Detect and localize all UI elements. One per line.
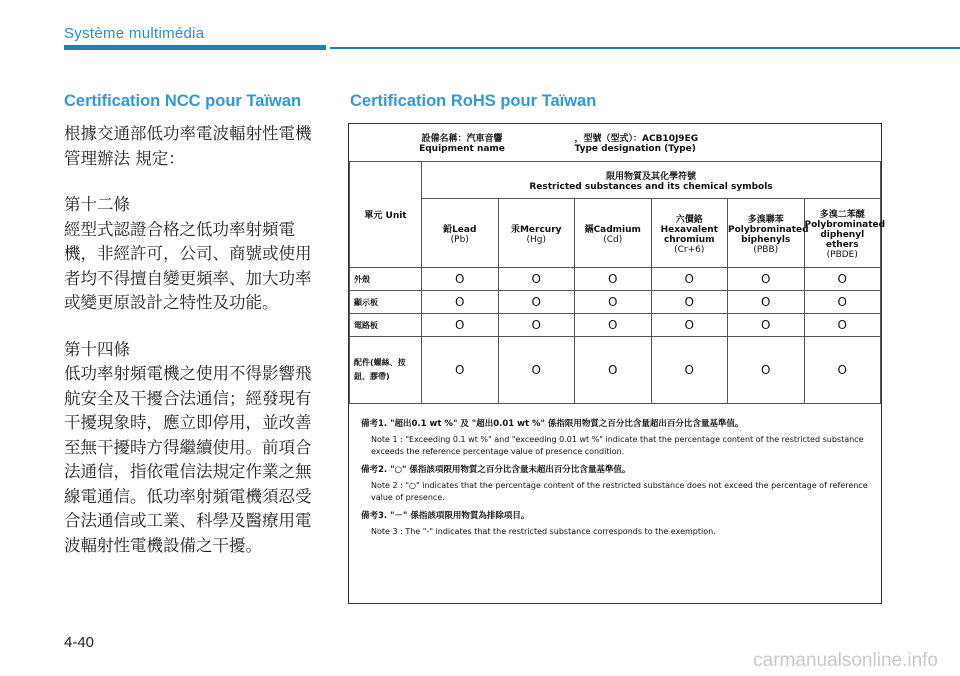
value-cell: O (804, 314, 881, 337)
substance-symbol: (PBDE) (826, 249, 858, 260)
unit-cell: 配件(螺絲、按鈕、膠帶) (350, 337, 422, 404)
value-cell: O (575, 268, 652, 291)
substance-symbol: (PBB) (753, 244, 779, 255)
restricted-header-row (350, 162, 881, 199)
equipment-row (350, 124, 881, 162)
value-cell: O (728, 337, 805, 404)
substance-symbol: (Cd) (603, 234, 623, 245)
substance-mercury (498, 199, 575, 268)
value-cell: O (651, 291, 728, 314)
note-3-zh: 備考3. "－" 係指該項限用物質為排除項目。 (361, 511, 530, 521)
section-header: Système multimédia (64, 25, 205, 42)
substance-name: 多溴二苯醚 (819, 209, 865, 220)
equipment-name-en: Equipment name (419, 144, 505, 154)
value-cell: O (498, 337, 575, 404)
value-cell: O (422, 268, 499, 291)
value-cell: O (728, 291, 805, 314)
note-1-en: Note 1 : "Exceeding 0.1 wt %" and "exceeding 0.01 wt %" indicate that the percentage content of the restricted substance exceeds the reference percentage value of presence condition. (371, 435, 864, 456)
note-1-zh: 備考1. "超出0.1 wt %" 及 "超出0.01 wt %" 係指限用物質之百分比含量超出百分比含量基準值。 (361, 419, 744, 429)
ncc-paragraph-article-14: 第十四條 低功率射頻電機之使用不得影響飛航安全及干擾合法通信；經發現有干擾現象時，應立即停用，並改善至無干擾時方得繼續使用。前項合法通信，指依電信法規定作業之無線電通信。低功率射頻電機須忍受合法通信或工業、科學及醫療用電波輻射性電機設備之干擾。 (64, 339, 312, 555)
rohs-certificate (348, 123, 886, 604)
value-cell: O (498, 291, 575, 314)
page-number: 4-40 (64, 634, 95, 651)
value-cell: O (804, 337, 881, 404)
watermark: carmanualsonline.info (753, 650, 938, 671)
value-cell: O (422, 337, 499, 404)
value-cell: O (728, 268, 805, 291)
note-3-en: Note 3 : The "-" indicates that the restricted substance corresponds to the exemption. (371, 527, 716, 536)
rohs-title: Certification RoHS pour Taïwan (350, 92, 597, 110)
substance-name-en: Hexavalent chromium (660, 224, 718, 245)
substance-name-en: Polybrominated biphenyls (728, 224, 809, 245)
unit-header: 單元 Unit (350, 162, 422, 268)
unit-cell: 顯示板 (350, 291, 422, 314)
substance-lead (422, 199, 499, 268)
substance-symbol: (Hg) (526, 234, 546, 245)
restricted-zh: 限用物質及其化學符號 (605, 171, 696, 182)
rohs-table (349, 124, 886, 404)
substance-name: 鎘Cadmium (584, 224, 641, 235)
value-cell: O (498, 314, 575, 337)
substance-name: 鉛Lead (443, 224, 477, 235)
value-cell: O (575, 337, 652, 404)
note-2-zh: 備考2. "○" 係指該項限用物質之百分比含量未超出百分比含量基準值。 (361, 465, 631, 475)
table-row (350, 314, 881, 337)
value-cell: O (804, 291, 881, 314)
substance-name-en: Polybrominated diphenyl ethers (804, 219, 886, 250)
substance-pbb (728, 199, 809, 268)
value-cell: O (422, 314, 499, 337)
value-cell: O (651, 314, 728, 337)
table-row (350, 337, 881, 404)
substance-name: 六價鉻 (675, 214, 703, 225)
value-cell: O (728, 314, 805, 337)
ncc-paragraph-intro: 根據交通部低功率電波輻射性電機管理辦法 規定： (64, 124, 312, 168)
value-cell: O (575, 314, 652, 337)
equipment-name-zh: 設備名稱：汽車音響 (421, 134, 503, 144)
substance-symbol: (Pb) (450, 234, 469, 245)
unit-cell: 電路板 (350, 314, 422, 337)
header-bar-thin (330, 47, 960, 49)
value-cell: O (651, 337, 728, 404)
header-bar-thick (64, 45, 326, 50)
table-row (350, 291, 881, 314)
value-cell: O (422, 291, 499, 314)
substance-pbde (804, 199, 886, 268)
substance-cadmium (575, 199, 652, 268)
type-designation-zh: ，型號（型式）：ACB10J9EG (574, 134, 699, 144)
ncc-paragraph-article-12: 第十二條 經型式認證合格之低功率射頻電機，非經許可，公司、商號或使用者均不得擅自變更頻率、加大功率或變更原設計之特性及功能。 (64, 195, 312, 312)
substance-name: 汞Mercury (510, 224, 562, 235)
unit-cell: 外殼 (350, 268, 422, 291)
restricted-header (422, 162, 881, 199)
note-2-en: Note 2 : "○" indicates that the percentage content of the restricted substance does not exceed the percentage of reference value of presence. (371, 481, 868, 502)
table-row (350, 268, 881, 291)
restricted-en: Restricted substances and its chemical symbols (529, 181, 773, 192)
ncc-title: Certification NCC pour Taïwan (64, 92, 302, 110)
type-designation-en: Type designation (Type) (574, 144, 696, 154)
equipment-cell (350, 124, 575, 162)
substance-hexavalent-chromium (651, 199, 728, 268)
value-cell: O (651, 268, 728, 291)
substance-name: 多溴聯苯 (747, 214, 784, 225)
ncc-body (64, 122, 326, 558)
value-cell: O (498, 268, 575, 291)
value-cell: O (804, 268, 881, 291)
substance-header-row (350, 199, 881, 268)
notes (349, 404, 881, 538)
substance-symbol: (Cr+6) (674, 244, 705, 255)
value-cell: O (575, 291, 652, 314)
type-cell (575, 124, 881, 162)
